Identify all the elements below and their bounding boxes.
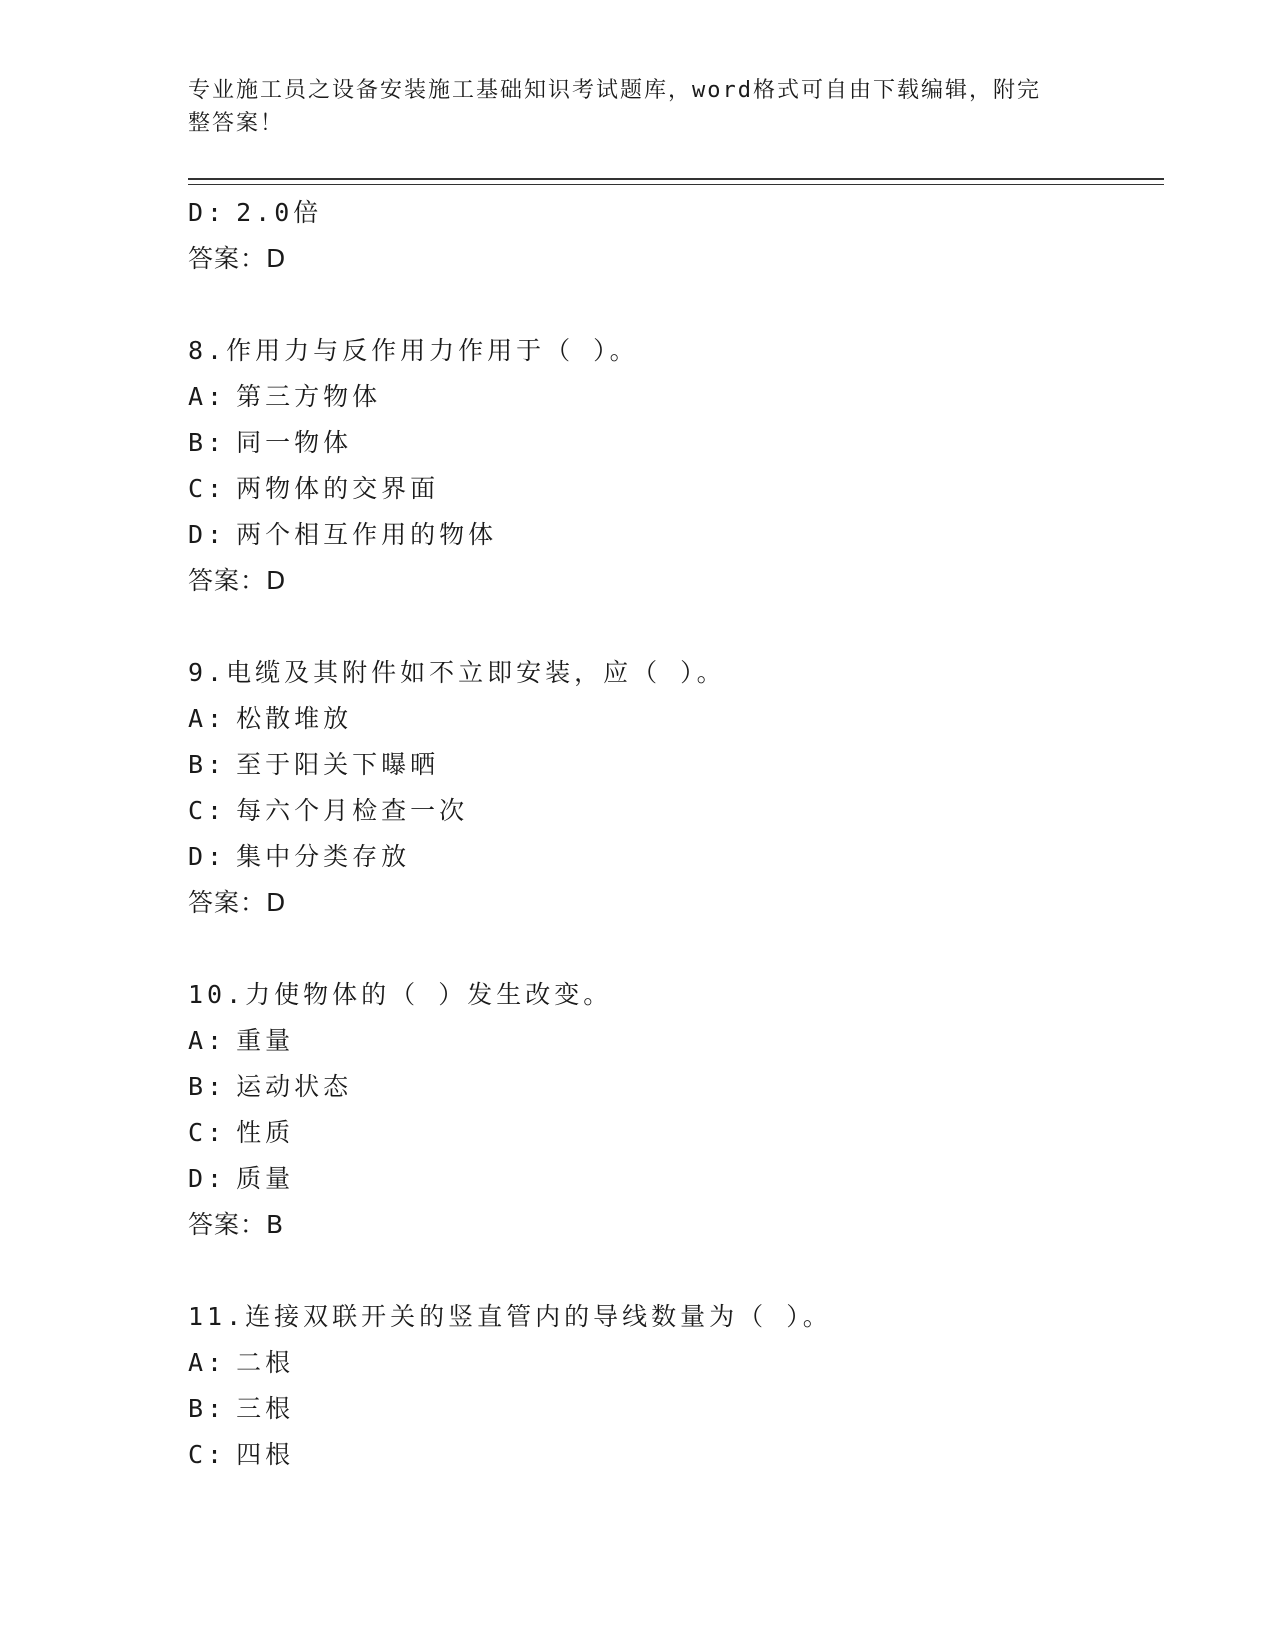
option-b — [188, 1386, 1148, 1432]
option-c — [188, 788, 1148, 834]
question-stem: 9.电缆及其附件如不立即安装，应（ ）。 — [188, 658, 726, 687]
option-d — [188, 512, 1148, 558]
option-text: 两物体的交界面 — [236, 474, 440, 503]
option-label: B: — [188, 428, 227, 457]
option-text: 集中分类存放 — [236, 842, 411, 871]
option-label: D: — [188, 842, 227, 871]
option-text: 2.0倍 — [236, 198, 323, 227]
option-label: A: — [188, 1026, 227, 1055]
option-label: A: — [188, 382, 227, 411]
option-a — [188, 696, 1148, 742]
option-text: 运动状态 — [236, 1072, 353, 1101]
option-text: 松散堆放 — [236, 704, 353, 733]
header-line-2: 整答案！ — [188, 111, 285, 136]
option-c — [188, 1432, 1148, 1478]
question-stem: 11.连接双联开关的竖直管内的导线数量为（ ）。 — [188, 1302, 832, 1331]
document-header — [188, 74, 1068, 140]
option-text: 二根 — [236, 1348, 295, 1377]
option-text: 两个相互作用的物体 — [236, 520, 498, 549]
option-a — [188, 1340, 1148, 1386]
answer-line: 答案：D — [188, 888, 287, 917]
header-divider-thin — [188, 184, 1164, 185]
option-text: 同一物体 — [236, 428, 353, 457]
option-label: C: — [188, 1118, 227, 1147]
option-text: 至于阳关下曝晒 — [236, 750, 440, 779]
option-label: D: — [188, 1164, 227, 1193]
option-b — [188, 420, 1148, 466]
answer-line: 答案：D — [188, 244, 287, 273]
option-label: D: — [188, 520, 227, 549]
option-text: 质量 — [236, 1164, 295, 1193]
option-text: 四根 — [236, 1440, 295, 1469]
option-label: B: — [188, 1394, 227, 1423]
answer-line: 答案：D — [188, 566, 287, 595]
option-label: B: — [188, 1072, 227, 1101]
option-label: D: — [188, 198, 227, 227]
question-list — [188, 190, 1148, 1478]
option-label: A: — [188, 1348, 227, 1377]
header-divider-thick — [188, 178, 1164, 180]
option-d — [188, 1156, 1148, 1202]
option-text: 三根 — [236, 1394, 295, 1423]
option-b — [188, 742, 1148, 788]
option-d — [188, 190, 1148, 236]
option-a — [188, 1018, 1148, 1064]
option-c — [188, 1110, 1148, 1156]
option-label: A: — [188, 704, 227, 733]
option-b — [188, 1064, 1148, 1110]
option-text: 重量 — [236, 1026, 295, 1055]
option-label: C: — [188, 1440, 227, 1469]
option-text: 第三方物体 — [236, 382, 382, 411]
question-stem: 8.作用力与反作用力作用于（ ）。 — [188, 336, 639, 365]
option-d — [188, 834, 1148, 880]
option-label: C: — [188, 474, 227, 503]
option-label: B: — [188, 750, 227, 779]
option-label: C: — [188, 796, 227, 825]
option-a — [188, 374, 1148, 420]
header-line-1: 专业施工员之设备安装施工基础知识考试题库，word格式可自由下载编辑，附完 — [188, 78, 1041, 103]
question-stem: 10.力使物体的（ ）发生改变。 — [188, 980, 613, 1009]
option-text: 每六个月检查一次 — [236, 796, 469, 825]
option-text: 性质 — [236, 1118, 295, 1147]
answer-line: 答案：B — [188, 1210, 285, 1239]
option-c — [188, 466, 1148, 512]
